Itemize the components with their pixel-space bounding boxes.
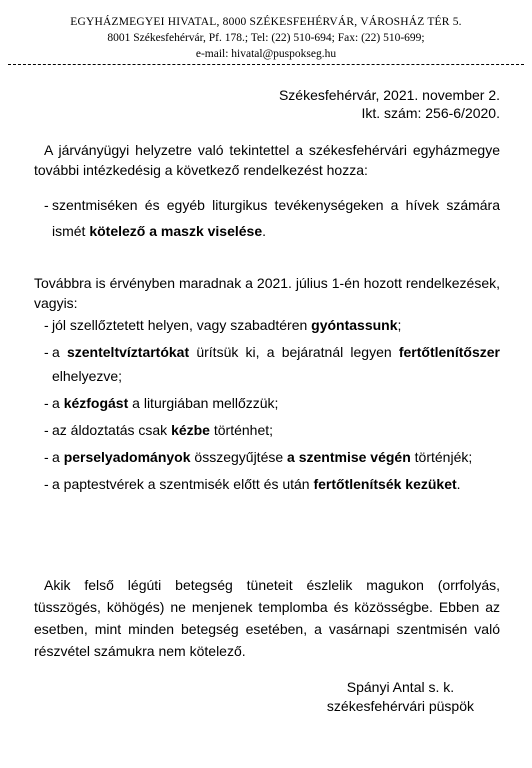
rules-list (34, 313, 500, 499)
list-item: - a szenteltvíztartókat ürítsük ki, a bejáratnál legyen fertőtlenítőszer elhelyezve; (34, 340, 500, 388)
illness-paragraph (34, 574, 500, 662)
list-dash: - (44, 476, 49, 492)
intro-paragraph (34, 140, 500, 180)
letterhead (0, 14, 532, 62)
list-item: - a perselyadományok összegyűjtése a szentmise végén történjék; (34, 445, 500, 469)
list-dash: - (44, 395, 49, 411)
list-item: - az áldoztatás csak kézbe történhet; (34, 418, 500, 442)
list-item: - a paptestvérek a szentmisék előtt és után fertőtlenítsék kezüket. (34, 472, 500, 496)
letterhead-contact: 8001 Székesfehérvár, Pf. 178.; Tel: (22) 510-694; Fax: (22) 510-699; (107, 32, 425, 44)
signatory-title: székesfehérvári püspök (326, 698, 474, 714)
letterhead-email: e-mail: hivatal@puspokseg.hu (195, 48, 337, 60)
continuation-paragraph: Továbbra is érvényben maradnak a 2021. július 1-én hozott rendelkezések, vagyis: (34, 275, 500, 311)
intro-text: A járványügyi helyzetre való tekintettel a székesfehérvári egyházmegye további intézkedésig a következő rendelkezést hozza: (34, 142, 500, 178)
list-item: - szentmiséken és egyéb liturgikus tevékenységeken a hívek számára ismét kötelező a maszk viselése. (34, 192, 500, 244)
list-dash: - (44, 197, 49, 213)
list-item: - a kézfogást a liturgiában mellőzzük; (34, 391, 500, 415)
list-item: - jól szellőztetett helyen, vagy szabadtéren gyóntassunk; (34, 313, 500, 337)
list-dash: - (44, 422, 49, 438)
document-reference: Ikt. szám: 256-6/2020. (361, 105, 500, 121)
mask-rule-list (34, 192, 500, 244)
letterhead-divider (8, 64, 524, 65)
list-dash: - (44, 317, 49, 333)
document-meta (279, 86, 500, 122)
illness-text: Akik felső légúti betegség tüneteit észlelik magukon (orrfolyás, tüsszögés, köhögés) ne menjenek templomba és közösségbe. Ebben az esetben, mint minden betegség esetében, a vasárnapi szentmisén való részvétel számukra nem kötelező. (34, 577, 500, 659)
list-dash: - (44, 344, 49, 360)
signature-block (327, 678, 474, 716)
list-dash: - (44, 449, 49, 465)
signatory-name: Spányi Antal s. k. (346, 679, 455, 695)
document-date: Székesfehérvár, 2021. november 2. (278, 87, 500, 103)
letterhead-address: EGYHÁZMEGYEI HIVATAL, 8000 SZÉKESFEHÉRVÁR, VÁROSHÁZ TÉR 5. (70, 16, 462, 28)
